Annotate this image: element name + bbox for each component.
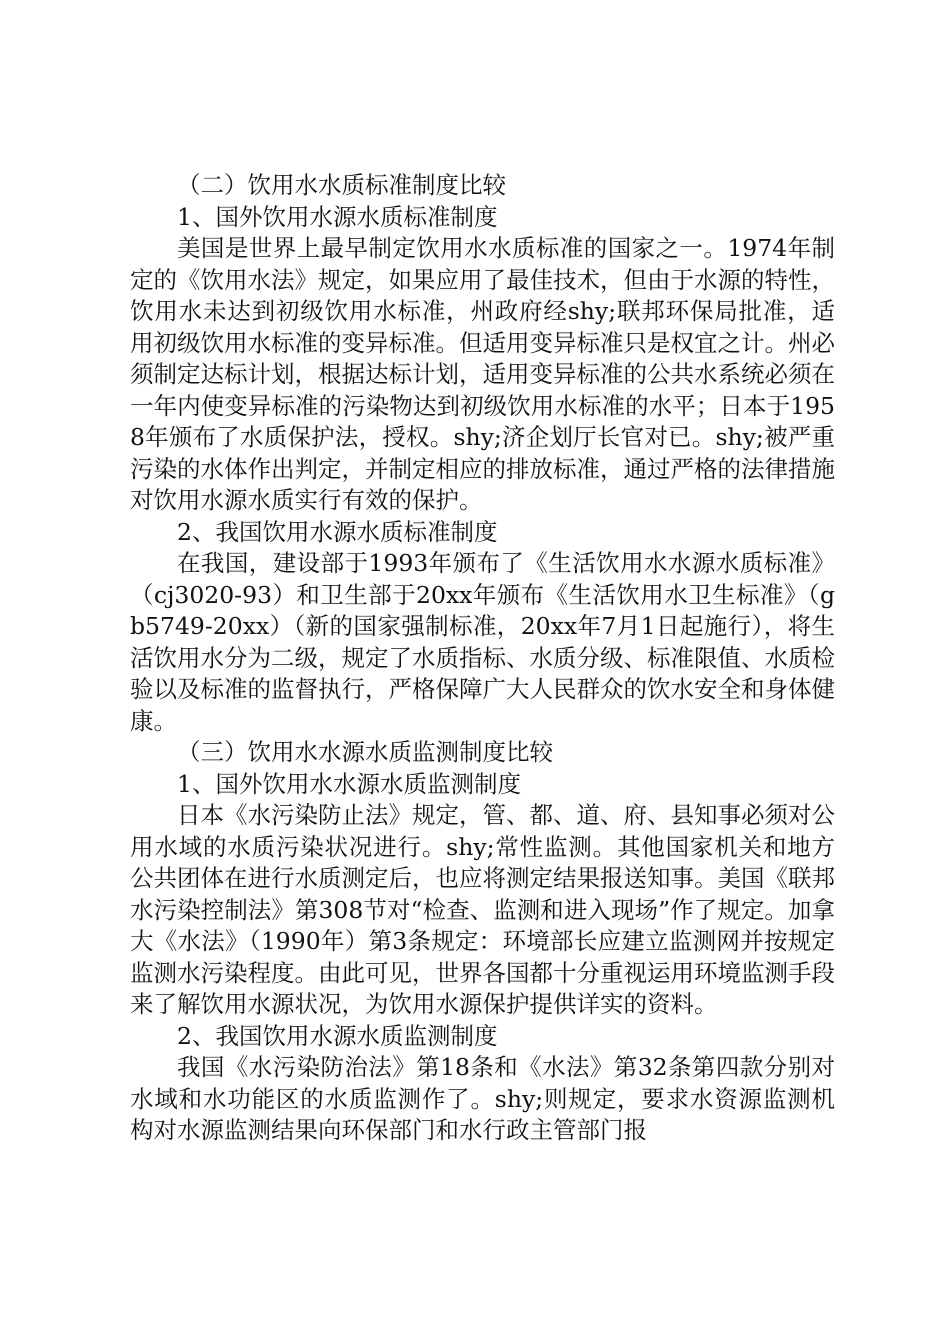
subheading-domestic-standards: 2、我国饮用水源水质标准制度: [177, 517, 498, 546]
subheading-foreign-monitoring: 1、国外饮用水水源水质监测制度: [177, 769, 521, 798]
subheading-domestic-monitoring: 2、我国饮用水源水质监测制度: [177, 1021, 498, 1050]
paragraph-domestic-standards: 在我国，建设部于1993年颁布了《生活饮用水水源水质标准》（cj3020-93）和卫生部于20xx年颁布《生活饮用水卫生标准》（gb5749-20xx）（新的国家强制标准，20xx年7月1日起施行），将生活饮用水分为二级，规定了水质指标、水质分级、标准限值、水质检验以及标准的监督执行，严格保障广大人民群众的饮水安全和身体健康。: [130, 549, 835, 735]
document-body: [130, 170, 835, 1147]
paragraph-domestic-monitoring: 我国《水污染防治法》第18条和《水法》第32条第四款分别对水域和水功能区的水质监测作了。shy;则规定，要求水资源监测机构对水源监测结果向环保部门和水行政主管部门报: [130, 1053, 835, 1144]
subheading-foreign-standards: 1、国外饮用水源水质标准制度: [177, 202, 498, 231]
paragraph-foreign-monitoring: 日本《水污染防止法》规定，管、都、道、府、县知事必须对公用水域的水质污染状况进行。shy;常性监测。其他国家机关和地方公共团体在进行水质测定后，也应将测定结果报送知事。美国《联邦水污染控制法》第308节对“检查、监测和进入现场”作了规定。加拿大《水法》（1990年）第3条规定：环境部长应建立监测网并按规定监测水污染程度。由此可见，世界各国都十分重视运用环境监测手段来了解饮用水源状况，为饮用水源保护提供详实的资料。: [130, 801, 835, 1018]
section-heading-drinking-water-quality-standards: （二）饮用水水质标准制度比较: [177, 171, 506, 199]
paragraph-foreign-standards: 美国是世界上最早制定饮用水水质标准的国家之一。1974年制定的《饮用水法》规定，如果应用了最佳技术，但由于水源的特性，饮用水未达到初级饮用水标准，州政府经shy;联邦环保局批准，适用初级饮用水标准的变异标准。但适用变异标准只是权宜之计。州必须制定达标计划，根据达标计划，适用变异标准的公共水系统必须在一年内使变异标准的污染物达到初级饮用水标准的水平；日本于1958年颁布了水质保护法，授权。shy;济企划厅长官对已。shy;被严重污染的水体作出判定，并制定相应的排放标准，通过严格的法律措施对饮用水源水质实行有效的保护。: [130, 234, 835, 514]
section-heading-monitoring-systems: （三）饮用水水源水质监测制度比较: [177, 738, 553, 766]
